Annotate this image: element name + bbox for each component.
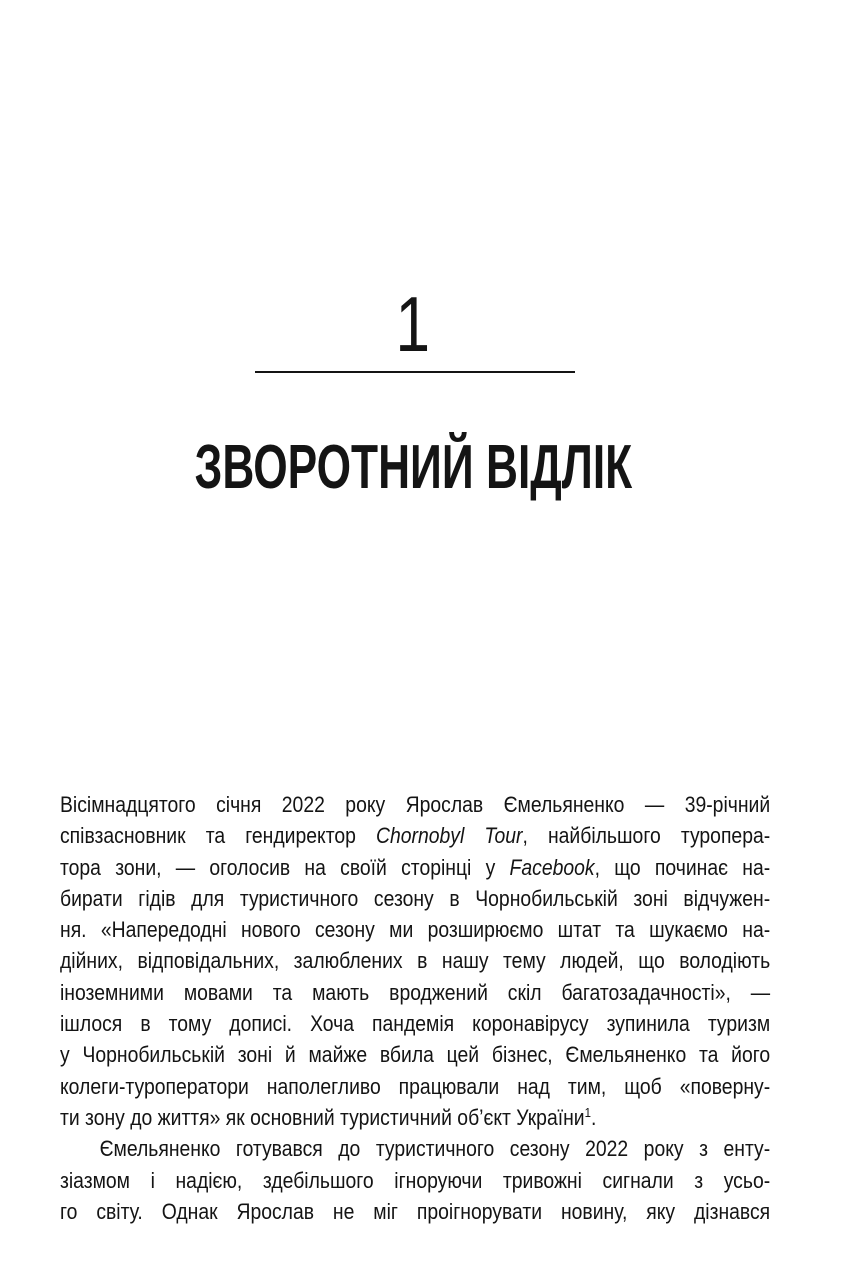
text-segment: дійних, відповідальних, залюблених в нашу тему людей, що володіють	[60, 948, 771, 974]
text-line	[60, 1133, 770, 1164]
text-segment: го світу. Однак Ярослав не міг проігнорувати новину, яку дізнався	[60, 1198, 771, 1224]
text-line	[60, 914, 770, 945]
footnote-marker: 1	[584, 1104, 591, 1120]
text-segment: ти зону до життя» як основний туристичний об’єкт України	[60, 1104, 585, 1130]
text-segment: .	[590, 1104, 597, 1130]
text-line	[60, 1102, 770, 1133]
text-segment: Вісімнадцятого січня 2022 року Ярослав Ємельяненко — 39-річний	[60, 792, 771, 817]
chapter-title-text: ЗВОРОТНИЙ ВІДЛІК	[194, 433, 632, 502]
chapter-divider-rule	[255, 371, 575, 373]
text-line	[60, 1165, 770, 1196]
italic-company-name: Chornobyl Tour	[376, 823, 523, 849]
text-line	[60, 1196, 770, 1227]
text-segment: колеги-туроператори наполегливо працювали над тим, щоб «поверну-	[60, 1073, 771, 1099]
text-segment: у Чорнобильській зоні й майже вбила цей бізнес, Ємельяненко та його	[60, 1042, 771, 1068]
text-segment: ня. «Напередодні нового сезону ми розширюємо штат та шукаємо на-	[60, 917, 771, 943]
text-line	[60, 1071, 770, 1102]
paragraph-1	[60, 789, 770, 1133]
text-line	[60, 1039, 770, 1070]
text-segment: зіазмом і надією, здебільшого ігноруючи тривожні сигнали з усьо-	[60, 1167, 771, 1193]
italic-platform-name: Facebook	[509, 854, 595, 880]
text-segment: , найбільшого туропера-	[522, 823, 771, 849]
text-line	[60, 789, 770, 820]
chapter-title	[0, 433, 826, 502]
body-text	[60, 789, 770, 1227]
text-segment: , що починає на-	[594, 854, 771, 880]
text-line	[60, 883, 770, 914]
text-line	[60, 852, 770, 883]
text-segment: Ємельяненко готувався до туристичного сезону 2022 року з енту-	[99, 1136, 771, 1162]
text-segment: ішлося в тому дописі. Хоча пандемія коронавірусу зупинила туризм	[60, 1011, 771, 1037]
chapter-number-text: 1	[395, 280, 431, 368]
text-segment: бирати гідів для туристичного сезону в Чорнобильській зоні відчужен-	[60, 885, 771, 911]
text-segment: співзасновник та гендиректор	[60, 823, 377, 849]
chapter-number	[0, 280, 826, 368]
text-line	[60, 945, 770, 976]
paragraph-2	[60, 1133, 770, 1227]
text-line	[60, 820, 770, 851]
text-line	[60, 1008, 770, 1039]
text-line	[60, 977, 770, 1008]
text-segment: іноземними мовами та мають вроджений скіл багатозадачності», —	[60, 979, 771, 1005]
text-segment: тора зони, — оголосив на своїй сторінці у	[60, 854, 510, 880]
